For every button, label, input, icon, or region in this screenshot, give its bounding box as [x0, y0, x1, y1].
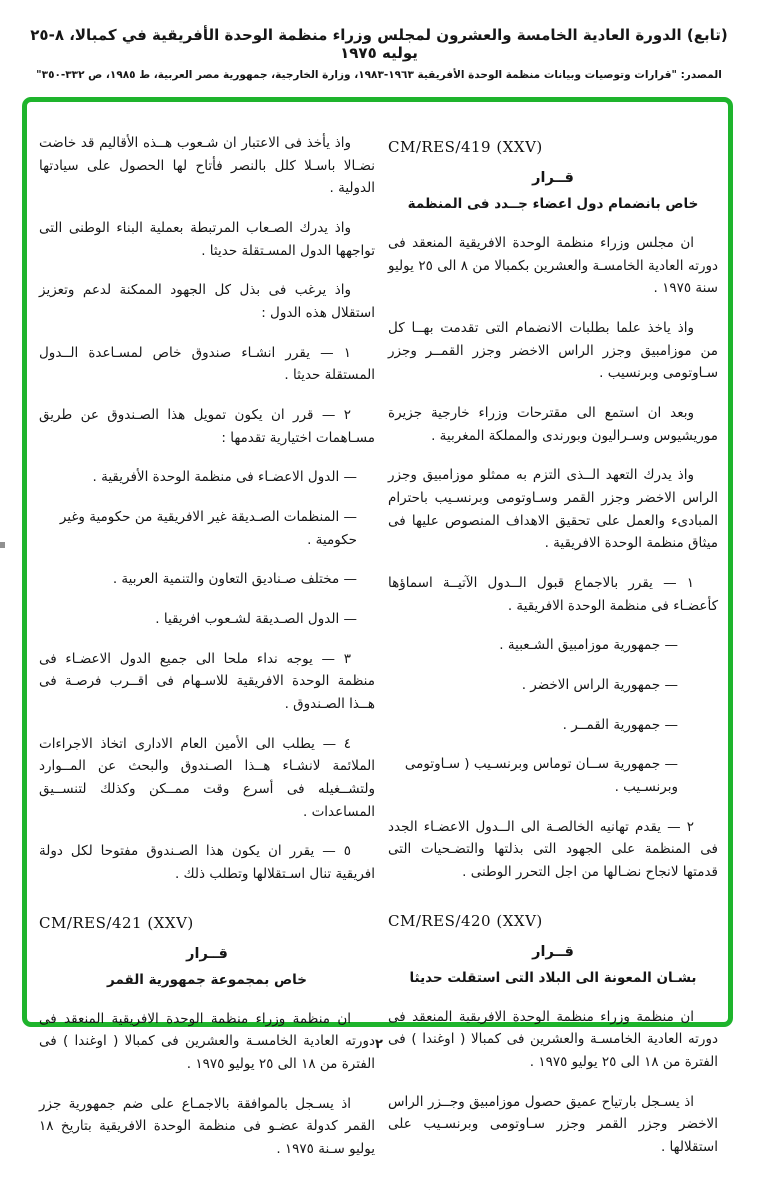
- resolution-420-list-item: — المنظمات الصـديقة غير الافريقية من حكومية وغير حكومية .: [59, 509, 357, 548]
- resolution-419-list-item: — جمهورية موزامبيق الشـعبية .: [499, 637, 678, 654]
- resolution-420-item: ٥ — يقرر ان يكون هذا الصـندوق مفتوحا لكل دولة افريقية تنال اسـتقلالها وتطلب ذلك .: [39, 843, 375, 883]
- resolution-419-subtitle: خاص بانضمام دول اعضاء جــدد فى المنظمة: [407, 196, 699, 212]
- resolution-419-title: قــرار: [532, 170, 574, 186]
- green-border-frame: [22, 97, 733, 1158]
- resolution-419-paragraph: واذ يدرك التعهد الــذى التزم به ممثلو موزامبيق وجزر الراس الاخضر وجزر القمر وسـاوتومى وبرنسـيب باحترام المبادىء والعمل على تحقيق الاهداف المنصوص عليها فى ميثاق منظمة الوحدة الافريقية .: [388, 467, 718, 552]
- resolution-code-419: CM/RES/419 (XXV): [388, 138, 543, 156]
- resolution-420-list-item: — الدول الصـديقة لشـعوب افريقيا .: [155, 611, 357, 628]
- resolution-419-item: ٢ — يقدم تهانيه الخالصـة الى الــدول الاعضـاء الجدد فى المنظمة على الجهود التى بذلتها والتضـحيات التى قدمتها لانجاح نضـالها من اجل التحرر الوطنى .: [388, 818, 718, 881]
- page-header: [28, 26, 730, 81]
- resolution-420-title: قــرار: [532, 943, 574, 960]
- resolution-421-title: قــرار: [186, 945, 228, 962]
- resolution-421-paragraph: اذ يسـجل بالموافقة بالاجمـاع على ضم جمهورية جزر القمر كدولة عضـو فى منظمة الوحدة الافريقية بتاريخ ١٨ يوليو سـنة ١٩٧٥ .: [39, 1095, 375, 1158]
- resolution-419-item: ١ — يقرر بالاجماع قبول الــدول الآتيــة اسماؤها كأعضـاء فى منظمة الوحدة الافريقية .: [388, 575, 718, 614]
- resolution-420-item: ١ — يقرر انشـاء صندوق خاص لمسـاعدة الــدول المستقلة حديثا .: [39, 344, 375, 384]
- resolution-420-paragraph: اذ يسـجل بارتياح عميق حصول موزامبيق وجــزر الراس الاخضر وجزر القمر وجزر سـاوتومى وبرنسـيب على استقلالها .: [388, 1093, 718, 1156]
- column-right: [388, 102, 718, 1176]
- resolution-420-list-item: — مختلف صـناديق التعاون والتنمية العربية .: [112, 571, 357, 588]
- resolution-420-item: ٢ — قرر ان يكون تمويل هذا الصـندوق عن طريق مسـاهمات اختيارية تقدمها :: [39, 407, 375, 446]
- resolution-419-list-item: — جمهورية الراس الاخضر .: [521, 677, 678, 694]
- resolution-419-paragraph: واذ ياخذ علما بطلبات الانضمام التى تقدمت بهــا كل من موزامبيق وجزر الراس الاخضر وجزر القمــر وجزر سـاوتومى وبرنسيب .: [388, 320, 718, 382]
- column-left: [39, 102, 375, 1178]
- scan-artifact-mark: [0, 542, 5, 548]
- resolution-code-420: CM/RES/420 (XXV): [388, 911, 543, 930]
- resolution-420-list-item: — الدول الاعضـاء فى منظمة الوحدة الأفريقية .: [92, 469, 357, 486]
- resolution-421-paragraph: ان منظمة وزراء منظمة الوحدة الافريقية المنعقد فى دورته العادية الخامسـة والعشرين فى كمبالا ( اوغندا ) فى الفترة من ١٨ الى ٢٥ يوليو ١٩٧٥ .: [39, 1010, 375, 1073]
- resolution-419-list-item: — جمهورية القمــر .: [562, 716, 678, 733]
- page-number: ٢: [375, 1037, 383, 1052]
- resolution-420-paragraph: ان منظمة وزراء منظمة الوحدة الافريقية المنعقد فى دورته العادية الخامسـة والعشرين فى كمبالا ( اوغندا ) فى الفترة من ١٨ الى ٢٥ يوليو ١٩٧٥ .: [388, 1008, 718, 1071]
- resolution-420-subtitle: بشـان المعونة الى البلاد التى استقلت حديثا: [409, 969, 697, 986]
- resolution-419-paragraph: وبعد ان استمع الى مقترحات وزراء خارجية جزيرة موريشيوس وسـراليون وبورندى والمملكة المغربية .: [388, 405, 718, 444]
- resolution-420-item: ٣ — يوجه نداء ملحا الى جميع الدول الاعضـاء فى منظمة الوحدة الافريقية للاسـهام فى اقــرب فرصـة فى هــذا الصـندوق .: [39, 650, 375, 713]
- resolution-419-paragraph: ان مجلس وزراء منظمة الوحدة الافريقية المنعقد فى دورته العادية الخامسـة والعشرين بكمبالا من ٨ الى ٢٥ يوليو سنة ١٩٧٥ .: [388, 235, 719, 297]
- resolution-420-continuation-paragraph: واذ يدرك الصـعاب المرتبطة بعملية البناء الوطنى التى تواجهها الدول المسـتقلة حديثا .: [39, 220, 375, 259]
- resolution-420-item: ٤ — يطلب الى الأمين العام الادارى اتخاذ الاجراءات الملائمة لانشـاء هــذا الصـندوق والبحث عن المــوارد ولتشــغيله فى أسرع وقت ممــكن وكذلك لتنســيق المساعدات .: [39, 735, 375, 820]
- resolution-420-continuation-paragraph: واذ يرغب فى بذل كل الجهود الممكنة لدعم وتعزيز استقلال هذه الدول :: [39, 282, 375, 322]
- resolution-420-continuation-paragraph: واذ يأخذ فى الاعتبار ان شـعوب هــذه الأقاليم قد خاضت نضـالا باسـلا كلل بالنصر فأتاح لها الحصول على سيادتها الدولية .: [39, 135, 375, 197]
- header-session-title: (تابع) الدورة العادية الخامسة والعشرون لمجلس وزراء منظمة الوحدة الأفريقية في كمبالا، ٨-٢٥ يوليه ١٩٧٥: [30, 26, 728, 62]
- resolution-code-421: CM/RES/421 (XXV): [39, 913, 194, 932]
- header-source-line: المصدر: "قرارات وتوصيات وبيانات منظمة الوحدة الأفريقية ١٩٦٣-١٩٨٣، وزارة الخارجية، جمهورية مصر العربية، ط ١٩٨٥، ص ٣٣٢-٣٥٠": [36, 69, 722, 81]
- resolution-419-list-item: — جمهورية ســان توماس وبرنسـيب ( سـاوتومى وبرنسـيب .: [404, 756, 678, 796]
- resolution-421-subtitle: خاص بمجموعة جمهورية القمر: [107, 971, 307, 988]
